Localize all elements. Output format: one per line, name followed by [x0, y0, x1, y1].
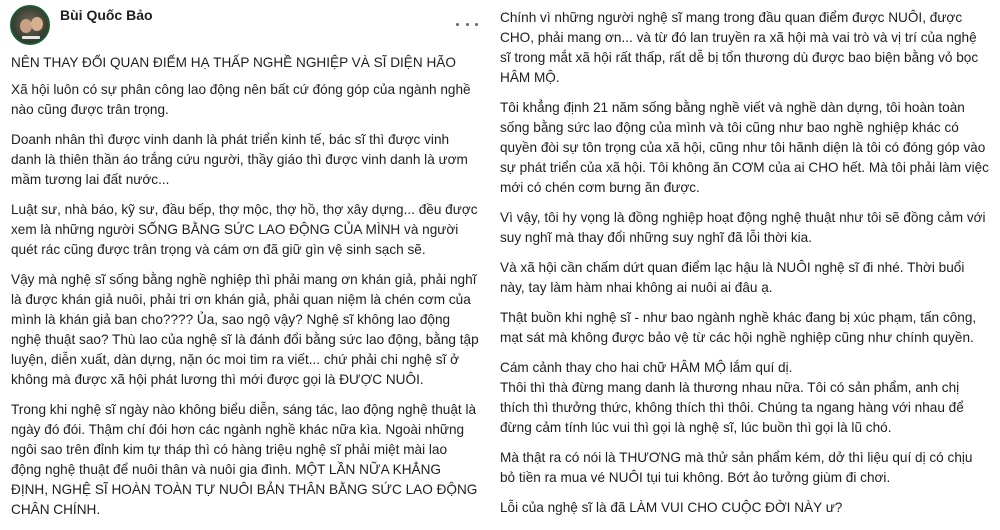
post-paragraph: Tôi khẳng định 21 năm sống bằng nghề viết và nghề dàn dựng, tôi hoàn toàn sống bằng sức lao động của mình và tôi cũng như bao nghề nghiệp khác có quyền đòi sự tôn trọng của xã hội, cũng như tôi hãnh diện là tôi có đóng góp vào sự phát triển của xã hội. Tôi không ăn CƠM của ai CHO hết. Mà tôi phải làm việc mới có chén cơm bưng ăn được. [500, 100, 989, 195]
post-content-right [500, 8, 990, 528]
more-horizontal-icon [466, 23, 469, 26]
post-paragraph: Vậy mà nghệ sĩ sống bằng nghề nghiệp thì phải mang ơn khán giả, phải nghĩ là được khán giả nuôi, phải tri ơn khán giả, phải quan niệm là chén cơm của mình là khán giả ban cho???? Ủa, sao ngộ vậy? Nghệ sĩ không lao động nghệ thuật sao? Thù lao của nghệ sĩ là đánh đổi bằng sức lao động, bằng tập luyện, diễn xuất, dàn dựng, nặn óc moi tim ra viết... chứ phải chi nghệ sĩ ở không mà được xã hội phát lương thì mới được gọi là ĐƯỢC NUÔI. [11, 272, 479, 387]
author-name[interactable]: Bùi Quốc Bảo [60, 7, 153, 23]
post-paragraph: Xã hội luôn có sự phân công lao động nên bất cứ đóng góp của ngành nghề nào cũng được trân trọng. [11, 82, 471, 117]
post-paragraph: Vì vậy, tôi hy vọng là đồng nghiệp hoạt động nghệ thuật như tôi sẽ đồng cảm với suy nghĩ mà thay đổi những suy nghĩ đã lỗi thời kia. [500, 210, 986, 245]
post-title: NÊN THAY ĐỔI QUAN ĐIỂM HẠ THẤP NGHỀ NGHIỆP VÀ SĨ DIỆN HÃO [11, 55, 456, 70]
post-paragraph: Lỗi của nghệ sĩ là đã LÀM VUI CHO CUỘC ĐỜI NÀY ư? [500, 500, 843, 515]
avatar[interactable] [10, 5, 50, 45]
post-paragraph: Và xã hội cần chấm dứt quan điểm lạc hậu là NUÔI nghệ sĩ đi nhé. Thời buổi này, tay làm hàm nhai không ai nuôi ai đâu ạ. [500, 260, 965, 295]
avatar-face [20, 19, 32, 33]
post-paragraph: Trong khi nghệ sĩ ngày nào không biểu diễn, sáng tác, lao động nghệ thuật là ngày đó đói. Thậm chí đói hơn các ngành nghề khác nữa kìa. Ngoài những ngôi sao trên đỉnh kim tự tháp thì có hàng triệu nghệ sĩ phải miệt mài lao động nghệ thuật để nuôi thân và nuôi gia đình. MỘT LẦN NỮA KHẲNG ĐỊNH, NGHỆ SĨ HOÀN TOÀN TỰ NUÔI BẢN THÂN BẰNG SỨC LAO ĐỘNG CHÂN CHÍNH. [11, 402, 478, 517]
avatar-face [31, 17, 43, 31]
post-paragraph: Cám cảnh thay cho hai chữ HÂM MỘ lắm quí dị. [500, 360, 793, 375]
post-paragraph: Luật sư, nhà báo, kỹ sư, đầu bếp, thợ mộc, thợ hồ, thợ xây dựng... đều được xem là những người SỐNG BẰNG SỨC LAO ĐỘNG CỦA MÌNH và người quét rác cũng được trân trọng và cám ơn đã giữ gìn vệ sinh sạch sẽ. [11, 202, 478, 257]
post-panel-right [490, 0, 1000, 515]
post-paragraph: Mà thật ra có nói là THƯƠNG mà thử sản phẩm kém, dở thì liệu quí dị có chịu bỏ tiền ra mua vé NUÔI tụi tui không. Bớt ảo tưởng giùm đi chơi. [500, 450, 973, 485]
post-paragraph: Thật buồn khi nghệ sĩ - như bao ngành nghề khác đang bị xúc phạm, tấn công, mạt sát mà không được bảo vệ từ các hội nghề nghiệp cũng như chính quyền. [500, 310, 977, 345]
post-panel-left [0, 0, 490, 517]
post-content-left [11, 53, 481, 530]
avatar-caption [22, 36, 40, 39]
more-horizontal-icon [456, 23, 459, 26]
post-paragraph: Doanh nhân thì được vinh danh là phát triển kinh tế, bác sĩ thì được vinh danh là thiên thần áo trắng cứu người, thầy giáo thì được vinh danh là ươm mầm tương lai đất nước... [11, 132, 468, 187]
post-paragraph: Chính vì những người nghệ sĩ mang trong đầu quan điểm được NUÔI, được CHO, phải mang ơn... và từ đó lan truyền ra xã hội mà vai trò và vị trí của nghệ sĩ trong mắt xã hội rất thấp, rất dễ bị tổn thương dù được bao biện bằng vỏ bọc HÂM MỘ. [500, 10, 979, 85]
more-horizontal-icon [475, 23, 478, 26]
post-paragraph: Thôi thì thà đừng mang danh là thương nhau nữa. Tôi có sản phẩm, anh chị thích thì thưởng thức, không thích thì thôi. Chúng ta ngang hàng với nhau để đừng cảm tính lúc vui thì gọi là nghệ sĩ, lúc buồn thì gọi là lũ chó. [500, 380, 964, 435]
post-header [10, 5, 153, 45]
more-options-button[interactable] [456, 18, 478, 30]
